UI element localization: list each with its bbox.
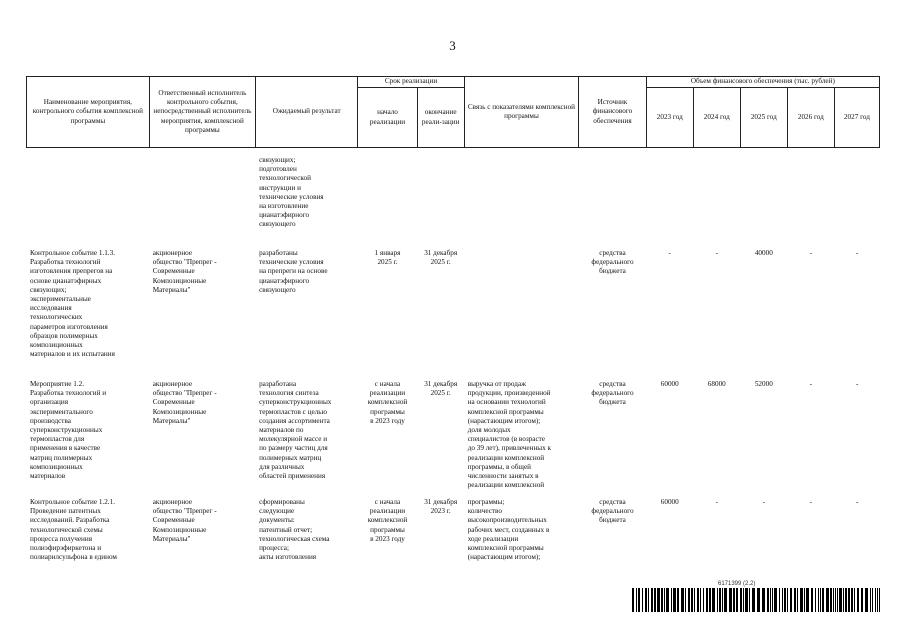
barcode-bar	[733, 588, 735, 612]
barcode-bar	[837, 588, 838, 612]
row-responsible: акционерное общество "Препрег - Современные Композиционные Материалы"	[149, 249, 255, 380]
row-end	[417, 156, 464, 249]
barcode-bar	[774, 588, 777, 612]
header-year-2024: 2024 год	[693, 88, 740, 148]
table-row	[27, 380, 880, 498]
header-source: Источник финансового обеспечения	[579, 77, 647, 148]
barcode-bar	[826, 588, 829, 612]
barcode-bar	[818, 588, 819, 612]
barcode-bar	[797, 588, 798, 612]
row-value-2024	[693, 156, 740, 249]
barcode-bar	[857, 588, 859, 612]
header-year-2026: 2026 год	[787, 88, 834, 148]
header-responsible: Ответственный исполнитель контрольного события, непосредственный исполнитель мероприятия, комплексной программы	[149, 77, 255, 148]
barcode-bar	[717, 588, 718, 612]
row-responsible: акционерное общество "Препрег - Современные Композиционные Материалы"	[149, 380, 255, 498]
row-link: выручка от продаж продукции, произведенной на основании технологий комплексной программы (нарастающим итогом); доля молодых специалистов (в возрасте до 39 лет), привлеченных к реализации комплексной программы, в общей численности занятых в реализации комплексной	[464, 380, 579, 498]
row-value-2027: -	[834, 498, 879, 562]
barcode-bar	[848, 588, 850, 612]
barcode-bar	[767, 588, 769, 612]
barcode-bar	[870, 588, 871, 612]
row-start	[358, 156, 417, 249]
page-number: 3	[449, 38, 456, 53]
barcode-icon	[632, 588, 884, 612]
barcode-bar	[861, 588, 863, 612]
barcode-bar	[636, 588, 637, 612]
header-name: Наименование мероприятия, контрольного события комплексной программы	[27, 77, 150, 148]
row-name: Контрольное событие 1.1.3. Разработка технологий изготовления препрегов на основе цианатэфирных связующих; экспериментальные исследования технологических параметров изготовления образцов полимерных композиционных материалов и их испытания	[27, 249, 150, 380]
barcode-bar	[794, 588, 796, 612]
header-finance: Объем финансового обеспечения (тыс. рублей)	[646, 77, 879, 88]
barcode-bar	[664, 588, 665, 612]
row-value-2023	[646, 156, 693, 249]
barcode-bar	[645, 588, 647, 612]
barcode-bar	[694, 588, 695, 612]
row-value-2025	[740, 156, 787, 249]
barcode-bar	[782, 588, 783, 612]
barcode-bar	[865, 588, 868, 612]
barcode-bar	[666, 588, 669, 612]
barcode-bar	[706, 588, 708, 612]
header-start: начало реализации	[358, 88, 417, 148]
barcode-bar	[872, 588, 873, 612]
barcode-bar	[642, 588, 643, 612]
row-link	[464, 156, 579, 249]
barcode-bar	[648, 588, 649, 612]
row-source: средства федерального бюджета	[579, 249, 647, 380]
barcode-bar	[743, 588, 744, 612]
barcode-bar	[790, 588, 792, 612]
barcode-bar	[879, 588, 880, 612]
barcode-number: 6171399 (2.2)	[718, 581, 756, 587]
barcode-bar	[779, 588, 780, 612]
row-value-2024: 68000	[693, 380, 740, 498]
row-value-2024: -	[693, 249, 740, 380]
row-value-2026	[787, 156, 834, 249]
header-year-2025: 2025 год	[740, 88, 787, 148]
program-table	[26, 76, 880, 562]
barcode-bar	[875, 588, 876, 612]
row-value-2026: -	[787, 249, 834, 380]
row-value-2023: 60000	[646, 498, 693, 562]
row-value-2027: -	[834, 249, 879, 380]
barcode-bar	[677, 588, 679, 612]
barcode-bar	[712, 588, 715, 612]
barcode-bar	[685, 588, 686, 612]
barcode-bar	[762, 588, 765, 612]
barcode-bar	[800, 588, 803, 612]
barcode-bar	[749, 588, 750, 612]
row-value-2025: 40000	[740, 249, 787, 380]
row-value-2027: -	[834, 380, 879, 498]
barcode-bar	[851, 588, 853, 612]
row-start: с начала реализации комплексной программы в 2023 году	[358, 380, 417, 498]
header-year-2027: 2027 год	[834, 88, 879, 148]
row-end: 31 декабря 2025 г.	[417, 380, 464, 498]
barcode-bar	[784, 588, 786, 612]
row-name	[27, 156, 150, 249]
row-source	[579, 156, 647, 249]
barcode-bar	[724, 588, 727, 612]
barcode-bar	[688, 588, 690, 612]
row-source: средства федерального бюджета	[579, 498, 647, 562]
table-row	[27, 156, 880, 249]
row-value-2026: -	[787, 380, 834, 498]
row-value-2024: -	[693, 498, 740, 562]
barcode-bar	[845, 588, 847, 612]
barcode-bar	[822, 588, 824, 612]
row-link	[464, 249, 579, 380]
row-value-2026: -	[787, 498, 834, 562]
header-year-2023: 2023 год	[646, 88, 693, 148]
row-link: программы; количество высокопроизводительных рабочих мест, созданных в ходе реализации комплексной программы (нарастающим итогом);	[464, 498, 579, 562]
barcode-bar	[804, 588, 805, 612]
barcode-bar	[835, 588, 836, 612]
barcode-bar	[681, 588, 684, 612]
row-responsible	[149, 156, 255, 249]
barcode-bar	[745, 588, 748, 612]
header-result: Ожидаемый результат	[256, 77, 358, 148]
barcode-bar	[843, 588, 844, 612]
row-value-2023: 60000	[646, 380, 693, 498]
barcode-bar	[722, 588, 723, 612]
barcode-bar	[811, 588, 813, 612]
barcode-bar	[770, 588, 771, 612]
header-link: Связь с показателями комплексной программы	[464, 77, 579, 148]
barcode-bar	[830, 588, 832, 612]
barcode-bar	[772, 588, 773, 612]
row-start: 1 января 2025 г.	[358, 249, 417, 380]
barcode-bar	[638, 588, 640, 612]
header-period: Срок реализации	[358, 77, 464, 88]
row-name: Контрольное событие 1.2.1. Проведение патентных исследований. Разработка технологической схемы процесса получения полиэфирэфиркетона и полиарилсульфона в едином	[27, 498, 150, 562]
row-value-2025: 52000	[740, 380, 787, 498]
barcode-bar	[806, 588, 809, 612]
barcode-bar	[757, 588, 760, 612]
row-end: 31 декабря 2023 г.	[417, 498, 464, 562]
barcode-bar	[691, 588, 693, 612]
barcode-bar	[709, 588, 711, 612]
barcode-bar	[752, 588, 755, 612]
barcode-bar	[787, 588, 788, 612]
row-value-2027	[834, 156, 879, 249]
barcode-bar	[719, 588, 721, 612]
barcode-bar	[820, 588, 821, 612]
barcode-bar	[877, 588, 878, 612]
table-body	[27, 148, 880, 563]
row-end: 31 декабря 2025 г.	[417, 249, 464, 380]
row-start: с начала реализации комплексной программы в 2023 году	[358, 498, 417, 562]
barcode-bar	[703, 588, 704, 612]
table-header	[27, 77, 880, 148]
row-value-2025: -	[740, 498, 787, 562]
row-name: Мероприятие 1.2. Разработка технологий и организация экспериментального производства суперконструкционных термопластов для применения в качестве матриц полимерных композиционных материалов	[27, 380, 150, 498]
barcode-bar	[729, 588, 732, 612]
barcode-bar	[671, 588, 672, 612]
header-end: окончание реали-зации	[417, 88, 464, 148]
barcode-bar	[839, 588, 842, 612]
barcode-bar	[736, 588, 738, 612]
barcode-bar	[632, 588, 634, 612]
table-row	[27, 498, 880, 562]
barcode-bar	[654, 588, 656, 612]
row-result: разработаны технические условия на препреги на основе цианатэфирного связующего	[256, 249, 358, 380]
barcode-bar	[697, 588, 699, 612]
row-responsible: акционерное общество "Препрег - Современные Композиционные Материалы"	[149, 498, 255, 562]
barcode-bar	[657, 588, 660, 612]
table-row	[27, 249, 880, 380]
barcode-bar	[673, 588, 676, 612]
row-result: сформированы следующие документы: патентный отчет; технологическая схема процесса; акты изготовления	[256, 498, 358, 562]
row-result: связующих; подготовлен технологической инструкции и технические условия на изготовление цианатэфирного связующего	[256, 156, 358, 249]
barcode-bar	[661, 588, 663, 612]
row-result: разработана технология синтеза суперконструкционных термопластов с целью создания ассортимента материалов по молекулярной массе и по размеру частиц для полимерных матриц для различных областей применения	[256, 380, 358, 498]
barcode-bar	[651, 588, 653, 612]
row-source: средства федерального бюджета	[579, 380, 647, 498]
barcode-bar	[854, 588, 855, 612]
row-value-2023: -	[646, 249, 693, 380]
barcode-bar	[740, 588, 742, 612]
barcode-bar	[700, 588, 701, 612]
barcode-bar	[833, 588, 834, 612]
barcode-bar	[815, 588, 816, 612]
